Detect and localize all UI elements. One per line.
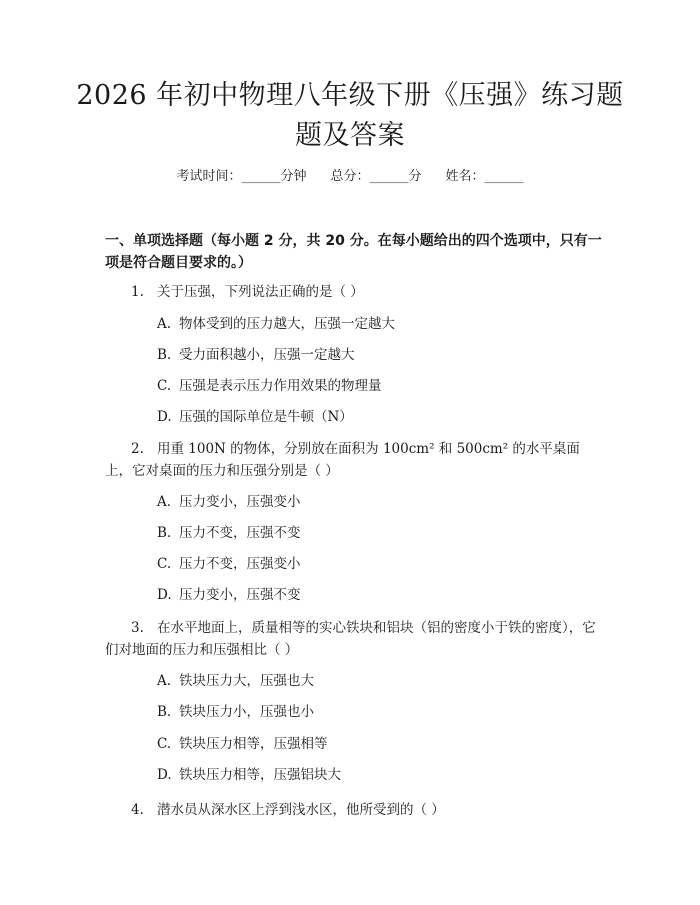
- option-text: 压力不变，压强变小: [179, 556, 301, 572]
- document-title: [70, 76, 630, 156]
- option-text: 铁块压力相等，压强相等: [179, 736, 328, 752]
- title-line-2: 题及答案: [295, 120, 405, 151]
- option-2a: [157, 492, 597, 512]
- section-heading: 一、单项选择题（每小题 2 分，共 20 分。在每小题给出的四个选项中，只有一项是符合题目要求的。）: [105, 233, 602, 271]
- question-3: [105, 617, 605, 661]
- question-1: [105, 281, 605, 303]
- question-4: [105, 799, 605, 821]
- question-number: 3.: [131, 620, 144, 636]
- option-letter: B.: [157, 347, 172, 363]
- exam-info: [0, 167, 700, 187]
- option-letter: C.: [157, 378, 172, 394]
- option-letter: C.: [157, 556, 172, 572]
- question-2: [105, 438, 605, 482]
- question-stem: 在水平地面上，质量相等的实心铁块和铝块（铝的密度小于铁的密度），它们对地面的压力和压强相比（ ）: [105, 620, 596, 658]
- option-letter: D.: [157, 767, 172, 783]
- option-letter: A.: [157, 494, 172, 510]
- option-text: 铁块压力小，压强也小: [179, 704, 314, 720]
- option-3d: [157, 765, 597, 785]
- exam-time: 考试时间：______分钟: [176, 169, 307, 184]
- option-text: 铁块压力大，压强也大: [179, 673, 314, 689]
- option-1b: [157, 345, 597, 365]
- option-text: 铁块压力相等，压强铝块大: [179, 767, 341, 783]
- option-letter: A.: [157, 316, 172, 332]
- option-letter: B.: [157, 525, 172, 541]
- option-2c: [157, 554, 597, 574]
- option-2d: [157, 585, 597, 605]
- question-number: 2.: [131, 441, 144, 457]
- question-stem: 用重 100N 的物体，分别放在面积为 100cm² 和 500cm² 的水平桌面上，它对桌面的压力和压强分别是（ ）: [105, 441, 580, 479]
- option-3a: [157, 671, 597, 691]
- question-stem: 关于压强，下列说法正确的是（ ）: [157, 284, 364, 300]
- option-2b: [157, 523, 597, 543]
- option-text: 受力面积越小，压强一定越大: [179, 347, 355, 363]
- option-1a: [157, 314, 597, 334]
- option-1d: [157, 407, 597, 427]
- option-letter: A.: [157, 673, 172, 689]
- option-letter: D.: [157, 409, 172, 425]
- total-score: 总分：______分: [330, 169, 422, 184]
- question-stem: 潜水员从深水区上浮到浅水区，他所受到的（ ）: [157, 802, 445, 818]
- title-line-1: 2026 年初中物理八年级下册《压强》练习题: [76, 80, 624, 111]
- option-3c: [157, 734, 597, 754]
- student-name: 姓名：______: [445, 169, 524, 184]
- option-text: 压力变小，压强不变: [179, 587, 301, 603]
- question-number: 4.: [131, 802, 144, 818]
- option-text: 压力变小，压强变小: [179, 494, 301, 510]
- option-text: 压强是表示压力作用效果的物理量: [179, 378, 382, 394]
- option-text: 物体受到的压力越大，压强一定越大: [179, 316, 395, 332]
- option-text: 压力不变，压强不变: [179, 525, 301, 541]
- option-1c: [157, 376, 597, 396]
- option-3b: [157, 702, 597, 722]
- question-number: 1.: [131, 284, 144, 300]
- option-letter: D.: [157, 587, 172, 603]
- option-letter: B.: [157, 704, 172, 720]
- option-letter: C.: [157, 736, 172, 752]
- option-text: 压强的国际单位是牛顿（N）: [179, 409, 353, 425]
